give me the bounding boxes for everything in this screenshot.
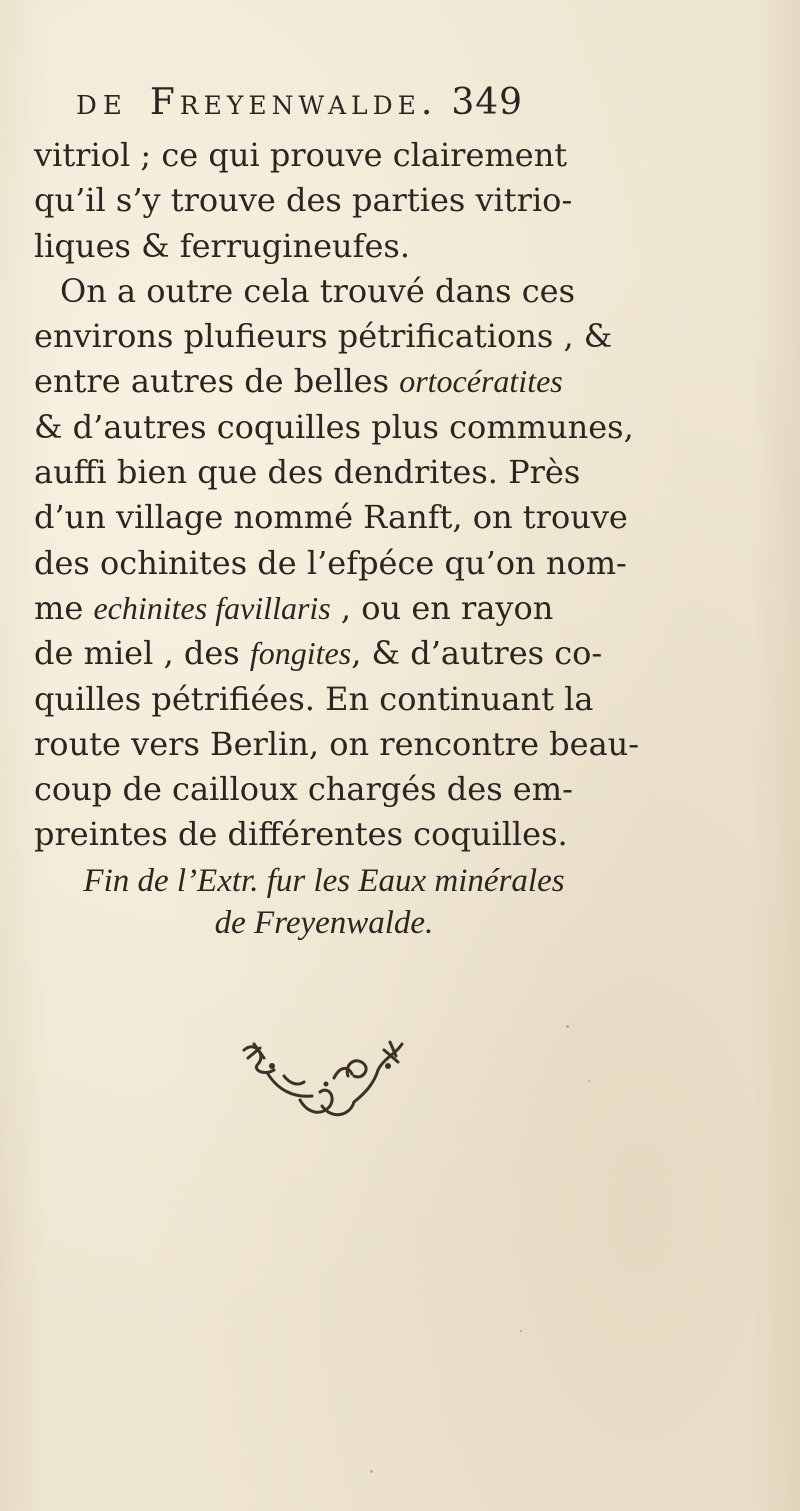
text-line: quilles pétrifiées. En continuant la	[34, 679, 594, 718]
page-number: 349	[451, 82, 524, 123]
italic-term: fongites	[249, 635, 352, 672]
paper-speck	[520, 1330, 522, 1332]
fleuron-tailpiece-icon	[238, 1036, 408, 1126]
text-line: vitriol ; ce qui prouve clairement	[34, 136, 568, 174]
text-segment: me	[34, 588, 94, 627]
text-segment: , ou en rayon	[330, 588, 554, 627]
running-head-title: Freyenwalde.	[149, 82, 438, 123]
text-line: environs plufieurs pétrifications , &	[34, 317, 613, 356]
text-line: d’un village nommé Ranft, on trouve	[34, 498, 628, 537]
text-line: auffi bien que des dendrites. Près	[34, 453, 581, 492]
text-line	[34, 359, 604, 404]
colophon	[44, 860, 604, 944]
paper-speck	[370, 1470, 373, 1473]
text-line: des ochinites de l’efpéce qu’on nom-	[34, 543, 627, 582]
text-line: liques & ferrugineufes.	[34, 226, 410, 265]
running-head-prefix: DE	[76, 91, 128, 121]
italic-term: ortocératites	[399, 363, 563, 400]
text-line: qu’il s’y trouve des parties vitrio-	[34, 181, 573, 220]
text-line: route vers Berlin, on rencontre beau-	[34, 724, 640, 763]
text-line-paragraph-start: On a outre cela trouvé dans ces	[60, 271, 576, 310]
text-segment: entre autres de belles	[34, 362, 400, 401]
text-line	[34, 586, 604, 631]
text-segment: de miel , des	[34, 634, 250, 673]
text-line: preintes de différentes coquilles.	[34, 815, 568, 854]
text-segment: , & d’autres co-	[351, 634, 603, 673]
paper-speck	[588, 1080, 590, 1082]
paper-speck	[566, 1025, 569, 1028]
running-head	[76, 82, 606, 128]
text-line: coup de cailloux chargés des em-	[34, 770, 573, 809]
text-line: & d’autres coquilles plus communes,	[34, 407, 634, 446]
colophon-line: de Freyenwalde.	[214, 905, 434, 941]
text-line	[34, 631, 604, 676]
body-text	[34, 133, 640, 858]
italic-term: echinites favillaris	[93, 589, 331, 626]
colophon-line: Fin de l’Extr. fur les Eaux minérales	[83, 863, 565, 899]
